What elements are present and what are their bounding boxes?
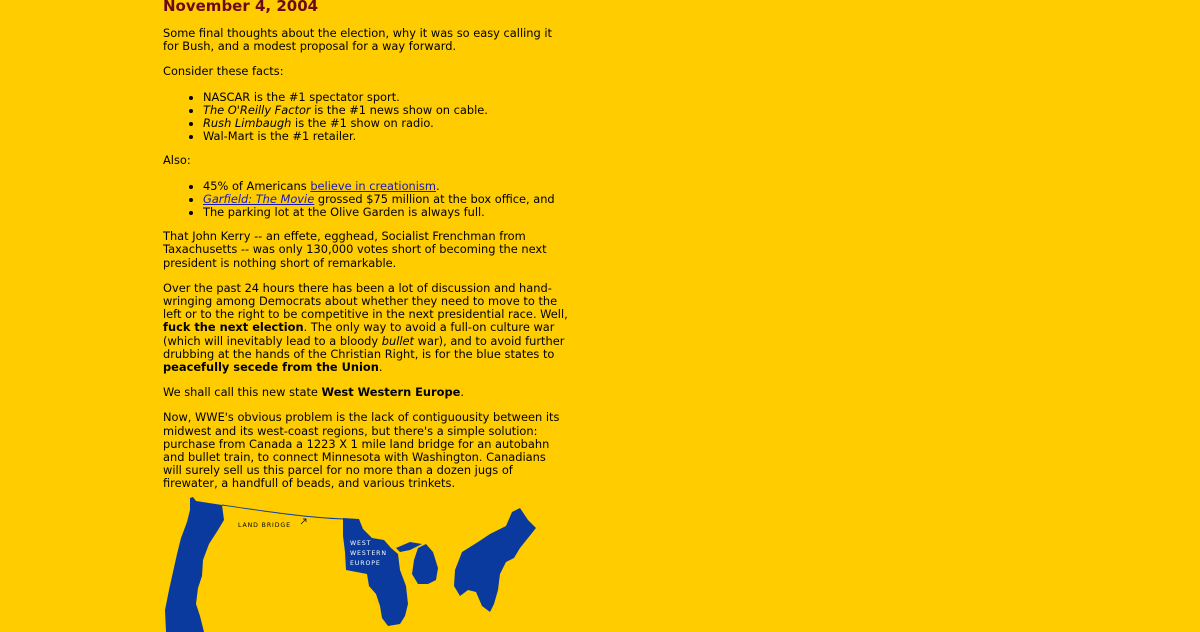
creationism-link[interactable]: believe in creationism — [310, 178, 436, 193]
list-item: • Wal-Mart is the #1 retailer. — [203, 130, 568, 143]
midwest-region — [343, 518, 408, 626]
new-state-paragraph: We shall call this new state West Western Europe. — [163, 385, 464, 400]
land-bridge-paragraph: Now, WWE's obvious problem is the lack of contiguousity between its midwest and its west-coast regions, but there's a simple solution: purchase from Canada a 1223 X 1 mile land bridge for an autobahn and bullet train, to connect Minnesota with Washington. Canadians will surely sell us this parcel for no more than a dozen jugs of firewater, a handfull of beads, and various trinkets. — [163, 410, 560, 491]
west-western-europe-map — [160, 492, 560, 632]
list-item: • 45% of Americans believe in creationism. — [203, 180, 568, 193]
map-label-western: WESTERN — [350, 550, 387, 557]
land-bridge-label: LAND BRIDGE — [238, 522, 291, 529]
map-label-europe: EUROPE — [350, 560, 381, 567]
northeast-region — [454, 508, 536, 612]
list-item: • The O'Reilly Factor is the #1 news show on cable. — [203, 104, 568, 117]
list-item: • The parking lot at the Olive Garden is always full. — [203, 206, 568, 219]
consider-paragraph: Consider these facts: — [163, 64, 284, 79]
list-item: • Garfield: The Movie grossed $75 million at the box office, and — [203, 193, 568, 206]
blog-post — [163, 0, 568, 503]
land-bridge-line — [222, 505, 344, 519]
land-bridge-arrow-icon — [301, 519, 306, 524]
intro-paragraph: Some final thoughts about the election, why it was so easy calling it for Bush, and a modest proposal for a way forward. — [163, 26, 552, 54]
kerry-paragraph: That John Kerry -- an effete, egghead, Socialist Frenchman from Taxachusetts -- was only 130,000 votes short of becoming the next president is nothing short of remarkable. — [163, 229, 547, 270]
list-item: • NASCAR is the #1 spectator sport. — [203, 91, 568, 104]
post-date: November 4, 2004 — [163, 0, 319, 15]
west-coast-region — [165, 497, 224, 632]
list-item: • Rush Limbaugh is the #1 show on radio. — [203, 117, 568, 130]
also-paragraph: Also: — [163, 153, 191, 168]
garfield-link[interactable]: Garfield: The Movie — [203, 191, 315, 206]
also-list — [163, 180, 568, 220]
map-label-west: WEST — [350, 540, 372, 547]
michigan-region — [412, 544, 438, 584]
facts-list — [163, 91, 568, 144]
secede-paragraph: Over the past 24 hours there has been a lot of discussion and hand-wringing among Democrats about whether they need to move to the left or to the right to be competitive in the next presidential race. Well, fuck the next election. The only way to avoid a full-on culture war (which will inevitably lead to a bloody bullet war), and to avoid further drubbing at the hands of the Christian Right, is for the blue states to peacefully secede from the Union. — [163, 280, 568, 375]
